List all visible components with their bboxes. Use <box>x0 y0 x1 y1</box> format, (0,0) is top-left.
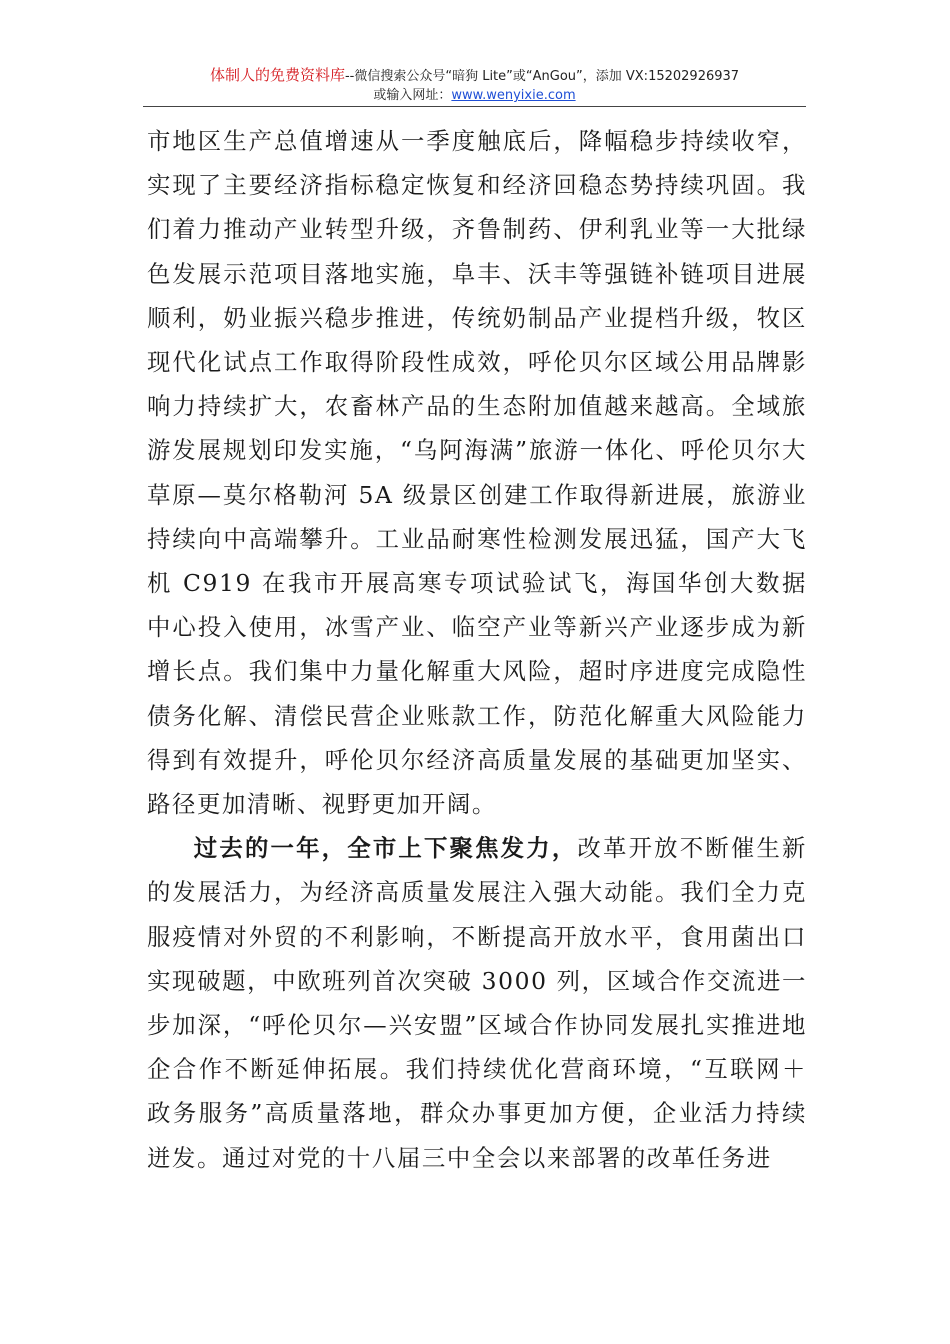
header-line-1 <box>143 66 806 86</box>
document-body <box>147 119 807 1180</box>
paragraph-2-text: 改革开放不断催生新的发展活力，为经济高质量发展注入强大动能。我们全力克服疫情对外贸的不利影响，不断提高开放水平，食用菌出口实现破题，中欧班列首次突破 3000 列，区域合作交流进一步加深，“呼伦贝尔—兴安盟”区域合作协同发展扎实推进地企合作不断延伸拓展。我们持续优化营商环境，“互联网＋政务服务”高质量落地，群众办事更加方便，企业活力持续迸发。通过对党的十八届三中全会以来部署的改革任务进 <box>147 834 808 1172</box>
header-divider <box>143 106 806 107</box>
paragraph-2-lead: 过去的一年，全市上下聚焦发力， <box>193 834 578 863</box>
header-line-2 <box>143 86 806 105</box>
paragraph-1: 市地区生产总值增速从一季度触底后，降幅稳步持续收窄，实现了主要经济指标稳定恢复和经济回稳态势持续巩固。我们着力推动产业转型升级，齐鲁制药、伊利乳业等一大批绿色发展示范项目落地实施，阜丰、沃丰等强链补链项目进展顺利，奶业振兴稳步推进，传统奶制品产业提档升级，牧区现代化试点工作取得阶段性成效，呼伦贝尔区域公用品牌影响力持续扩大，农畜林产品的生态附加值越来越高。全域旅游发展规划印发实施，“乌阿海满”旅游一体化、呼伦贝尔大草原—莫尔格勒河 5A 级景区创建工作取得新进展，旅游业持续向中高端攀升。工业品耐寒性检测发展迅猛，国产大飞机 C919 在我市开展高寒专项试验试飞，海国华创大数据中心投入使用，冰雪产业、临空产业等新兴产业逐步成为新增长点。我们集中力量化解重大风险，超时序进度完成隐性债务化解、清偿民营企业账款工作，防范化解重大风险能力得到有效提升，呼伦贝尔经济高质量发展的基础更加坚实、路径更加清晰、视野更加开阔。 <box>147 127 807 819</box>
page-header <box>143 66 806 105</box>
header-note: --微信搜索公众号“暗狗 Lite”或“AnGou”，添加 VX:15202926937 <box>344 69 740 84</box>
header-brand: 体制人的免费资料库 <box>209 66 345 84</box>
paragraph-2 <box>147 826 807 1180</box>
header-url-prefix: 或输入网址： <box>373 88 452 103</box>
header-url-link[interactable]: www.wenyixie.com <box>451 88 576 103</box>
